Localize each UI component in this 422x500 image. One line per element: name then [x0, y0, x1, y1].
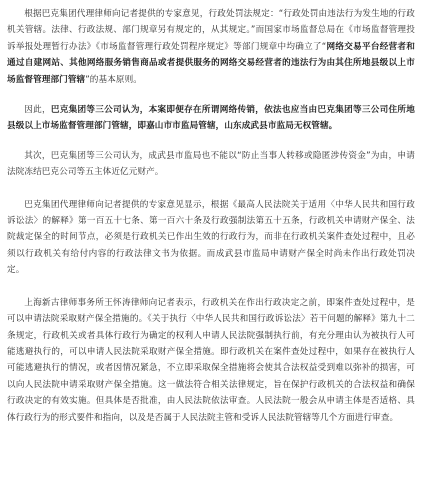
paragraph-5 — [7, 295, 415, 426]
p2-text-1: 因此， — [24, 105, 51, 116]
p1-text-1: 根据巴克集团代理律师向记者提供的专家意见，行政处罚法规定：“行政处罚由违法行为发生地的行政机关管辖。法律、行政法规、部门规章另有规定的，从其规定。”而国家市场监督总局在《市场监督管理投诉举报处理暂行办法》《市场监督管理行政处罚程序规定》等部门规章中均确立了“ — [7, 9, 415, 52]
paragraph-1 — [7, 6, 415, 88]
p4-text: 巴克集团代理律师向记者提供的专家意见显示，根据《最高人民法院关于适用〈中华人民共和国行政诉讼法〉的解释》第一百五十七条、第一百六十条及行政强制法第五十五条，行政机关申请财产保全、法院裁定保全的时间节点，必须是行政机关已作出生效的行政行为，而非在行政机关案件查处过程中，且必须以行政机关有给付内容的行政法律文书为依据。而成武县市监局申请财产保全时尚未作出行政处罚决定。 — [7, 199, 415, 276]
p3-text: 其次，巴克集团等三公司认为，成武县市监局也不能以“防止当事人转移或隐匿涉传资金”为由，申请法院冻结巴克公司等五主体近亿元财产。 — [7, 150, 415, 178]
paragraph-2 — [7, 102, 415, 135]
paragraph-3 — [7, 148, 415, 181]
p2-bold-conclusion: 巴克集团等三公司认为，本案即便存在所谓网络传销，依法也应当由巴克集团等三公司住所地县级以上市场监督管理部门管辖，即嘉山市市监局管辖，山东成武县市监局无权管辖。 — [7, 105, 415, 132]
p1-bold-principle: 网络交易平台经营者和通过自建网站、其他网络服务销售商品或者提供服务的网络交易经营者的违法行为由其住所地县级以上市场监督管理部门管辖 — [7, 41, 415, 85]
p1-text-2: ”的基本原则。 — [85, 74, 142, 85]
p5-text: 上海新古律师事务所王怀涛律师向记者表示，行政机关在作出行政决定之前，即案件查处过程中，是可以申请法院采取财产保全措施的。《关于执行〈中华人民共和国行政诉讼法〉若干问题的解释》第九十二条规定，行政机关或者具体行政行为确定的权利人申请人民法院强制执行前，有充分理由认为被执行人可能逃避执行的，可以申请人民法院采取财产保全措施。即行政机关在案件查处过程中，如果存在被执行人可能逃避执行的情况，或者因情况紧急，不立即采取保全措施将会使其合法权益受到难以弥补的损害，可以向人民法院申请采取财产保全措施。这一做法符合相关法律规定，旨在保护行政机关的合法权益和确保行政决定的有效实施。但具体是否批准，由人民法院依法审查。人民法院一般会从申请主体是否适格、具体行政行为的形式要件和指向，以及是否属于人民法院主管和受诉人民法院管辖等几个方面进行审查。 — [7, 297, 415, 423]
paragraph-4 — [7, 197, 415, 279]
watermark-overlay — [298, 458, 416, 488]
